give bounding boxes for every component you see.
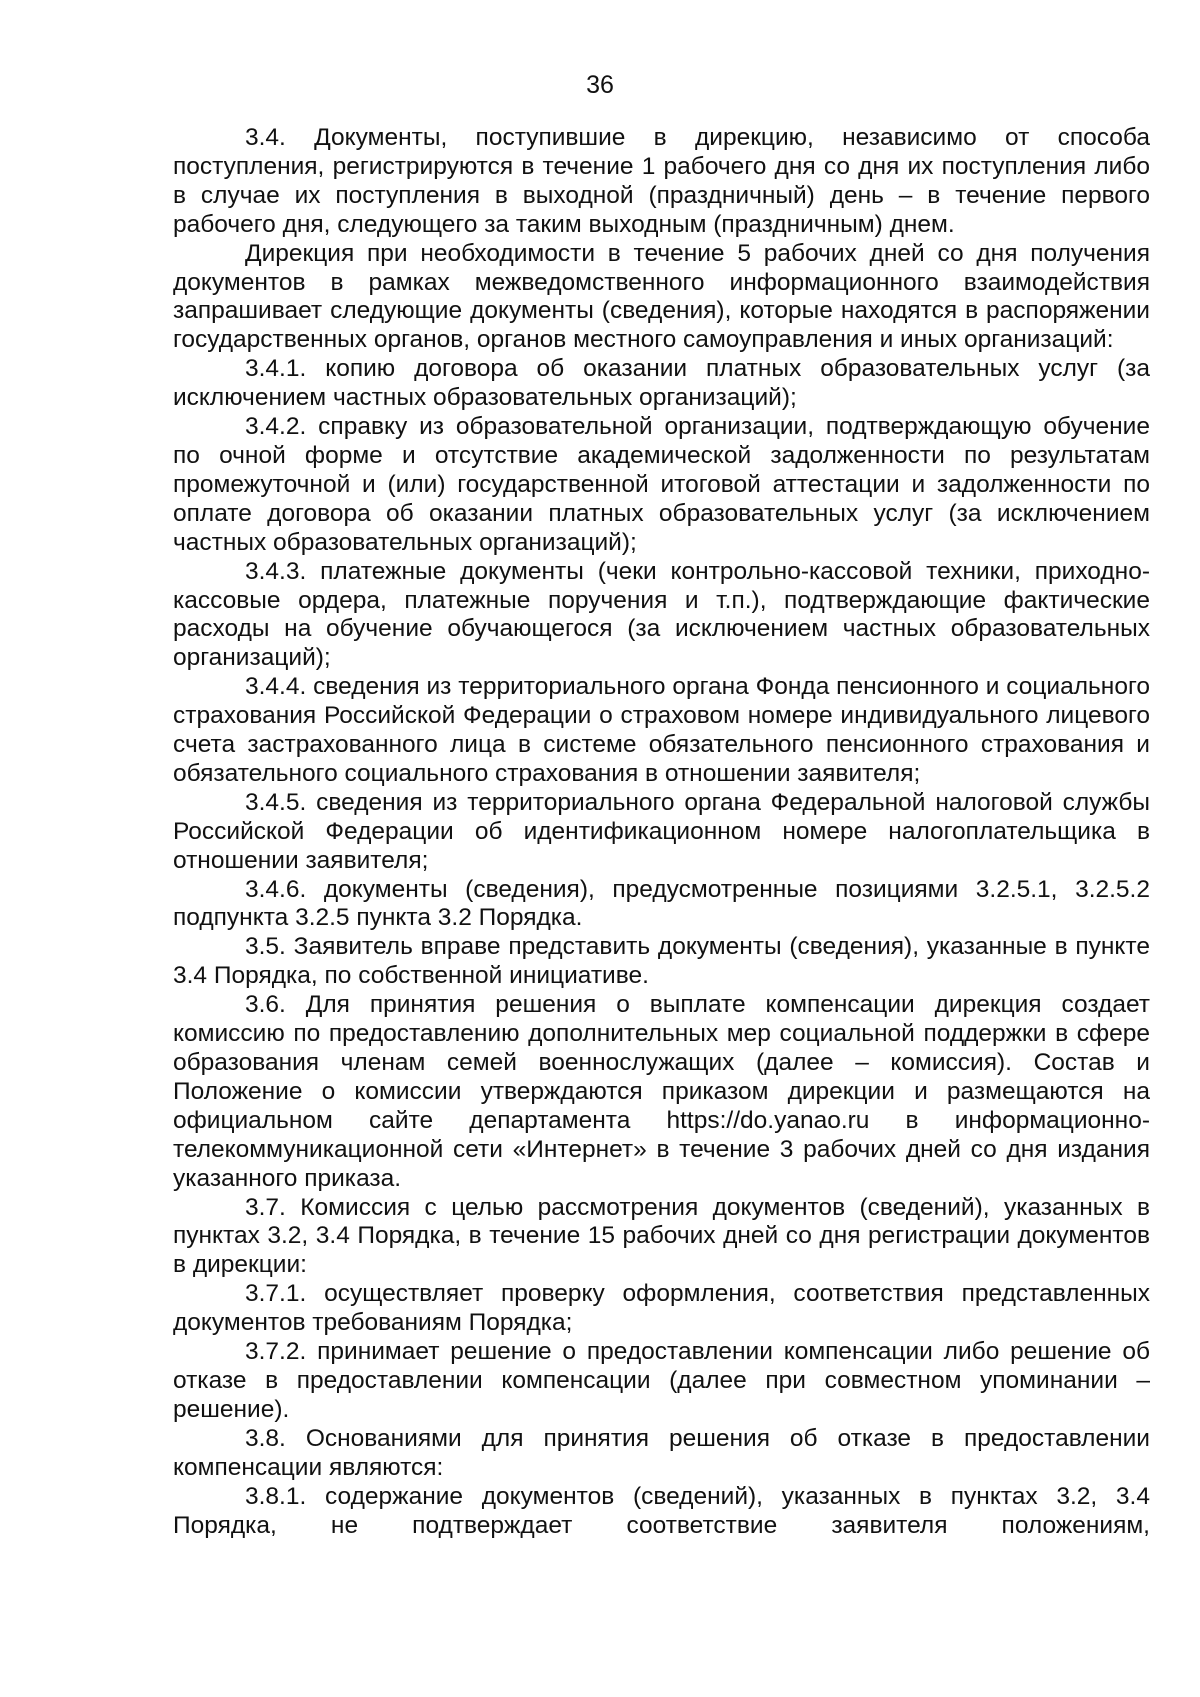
paragraph-3-4-2: 3.4.2. справку из образовательной организации, подтверждающую обучение по очной форме и отсутствие академической задолженности по результатам промежуточной и (или) государственной итоговой аттестации и задолженности по оплате договора об оказании платных образовательных услуг (за исключением частных образовательных организаций);	[173, 413, 1150, 556]
paragraph-3-7-2: 3.7.2. принимает решение о предоставлении компенсации либо решение об отказе в предоставлении компенсации (далее при совместном упоминании – решение).	[173, 1338, 1150, 1423]
paragraph-3-4-6: 3.4.6. документы (сведения), предусмотренные позициями 3.2.5.1, 3.2.5.2 подпункта 3.2.5 пункта 3.2 Порядка.	[173, 875, 1150, 932]
document-body	[173, 124, 1150, 1540]
paragraph-3-4-3: 3.4.3. платежные документы (чеки контрольно-кассовой техники, приходно-кассовые ордера, платежные поручения и т.п.), подтверждающие фактические расходы на обучение обучающегося (за исключением частных образовательных организаций);	[173, 557, 1150, 672]
paragraph-3-7-1: 3.7.1. осуществляет проверку оформления, соответствия представленных документов требованиям Порядка;	[173, 1280, 1150, 1337]
paragraph-3-6: 3.6. Для принятия решения о выплате компенсации дирекция создает комиссию по предоставлению дополнительных мер социальной поддержки в сфере образования членам семей военнослужащих (далее – комиссия). Состав и Положение о комиссии утверждаются приказом дирекции и размещаются на официальном сайте департамента https://do.yanao.ru в информационно-телекоммуникационной сети «Интернет» в течение 3 рабочих дней со дня издания указанного приказа.	[173, 991, 1150, 1192]
page-number: 36	[586, 71, 614, 99]
paragraph-directorate-request: Дирекция при необходимости в течение 5 рабочих дней со дня получения документов в рамках межведомственного информационного взаимодействия запрашивает следующие документы (сведения), которые находятся в распоряжении государственных органов, органов местного самоуправления и иных организаций:	[173, 239, 1150, 354]
paragraph-3-4-4: 3.4.4. сведения из территориального органа Фонда пенсионного и социального страхования Российской Федерации о страховом номере индивидуального лицевого счета застрахованного лица в системе обязательного пенсионного страхования и обязательного социального страхования в отношении заявителя;	[173, 673, 1150, 787]
paragraph-3-4-1: 3.4.1. копию договора об оказании платных образовательных услуг (за исключением частных образовательных организаций);	[173, 355, 1150, 412]
paragraph-3-8-1: 3.8.1. содержание документов (сведений), указанных в пунктах 3.2, 3.4 Порядка, не подтверждает соответствие заявителя положениям,	[173, 1482, 1150, 1539]
paragraph-3-4: 3.4. Документы, поступившие в дирекцию, независимо от способа поступления, регистрируются в течение 1 рабочего дня со дня их поступления либо в случае их поступления в выходной (праздничный) день – в течение первого рабочего дня, следующего за таким выходным (праздничным) днем.	[173, 124, 1150, 238]
paragraph-3-5: 3.5. Заявитель вправе представить документы (сведения), указанные в пункте 3.4 Порядка, по собственной инициативе.	[173, 933, 1150, 990]
paragraph-3-7: 3.7. Комиссия с целью рассмотрения документов (сведений), указанных в пунктах 3.2, 3.4 Порядка, в течение 15 рабочих дней со дня регистрации документов в дирекции:	[173, 1193, 1150, 1279]
paragraph-3-4-5: 3.4.5. сведения из территориального органа Федеральной налоговой службы Российской Федерации об идентификационном номере налогоплательщика в отношении заявителя;	[173, 788, 1150, 874]
paragraph-3-8: 3.8. Основаниями для принятия решения об отказе в предоставлении компенсации являются:	[173, 1424, 1150, 1481]
